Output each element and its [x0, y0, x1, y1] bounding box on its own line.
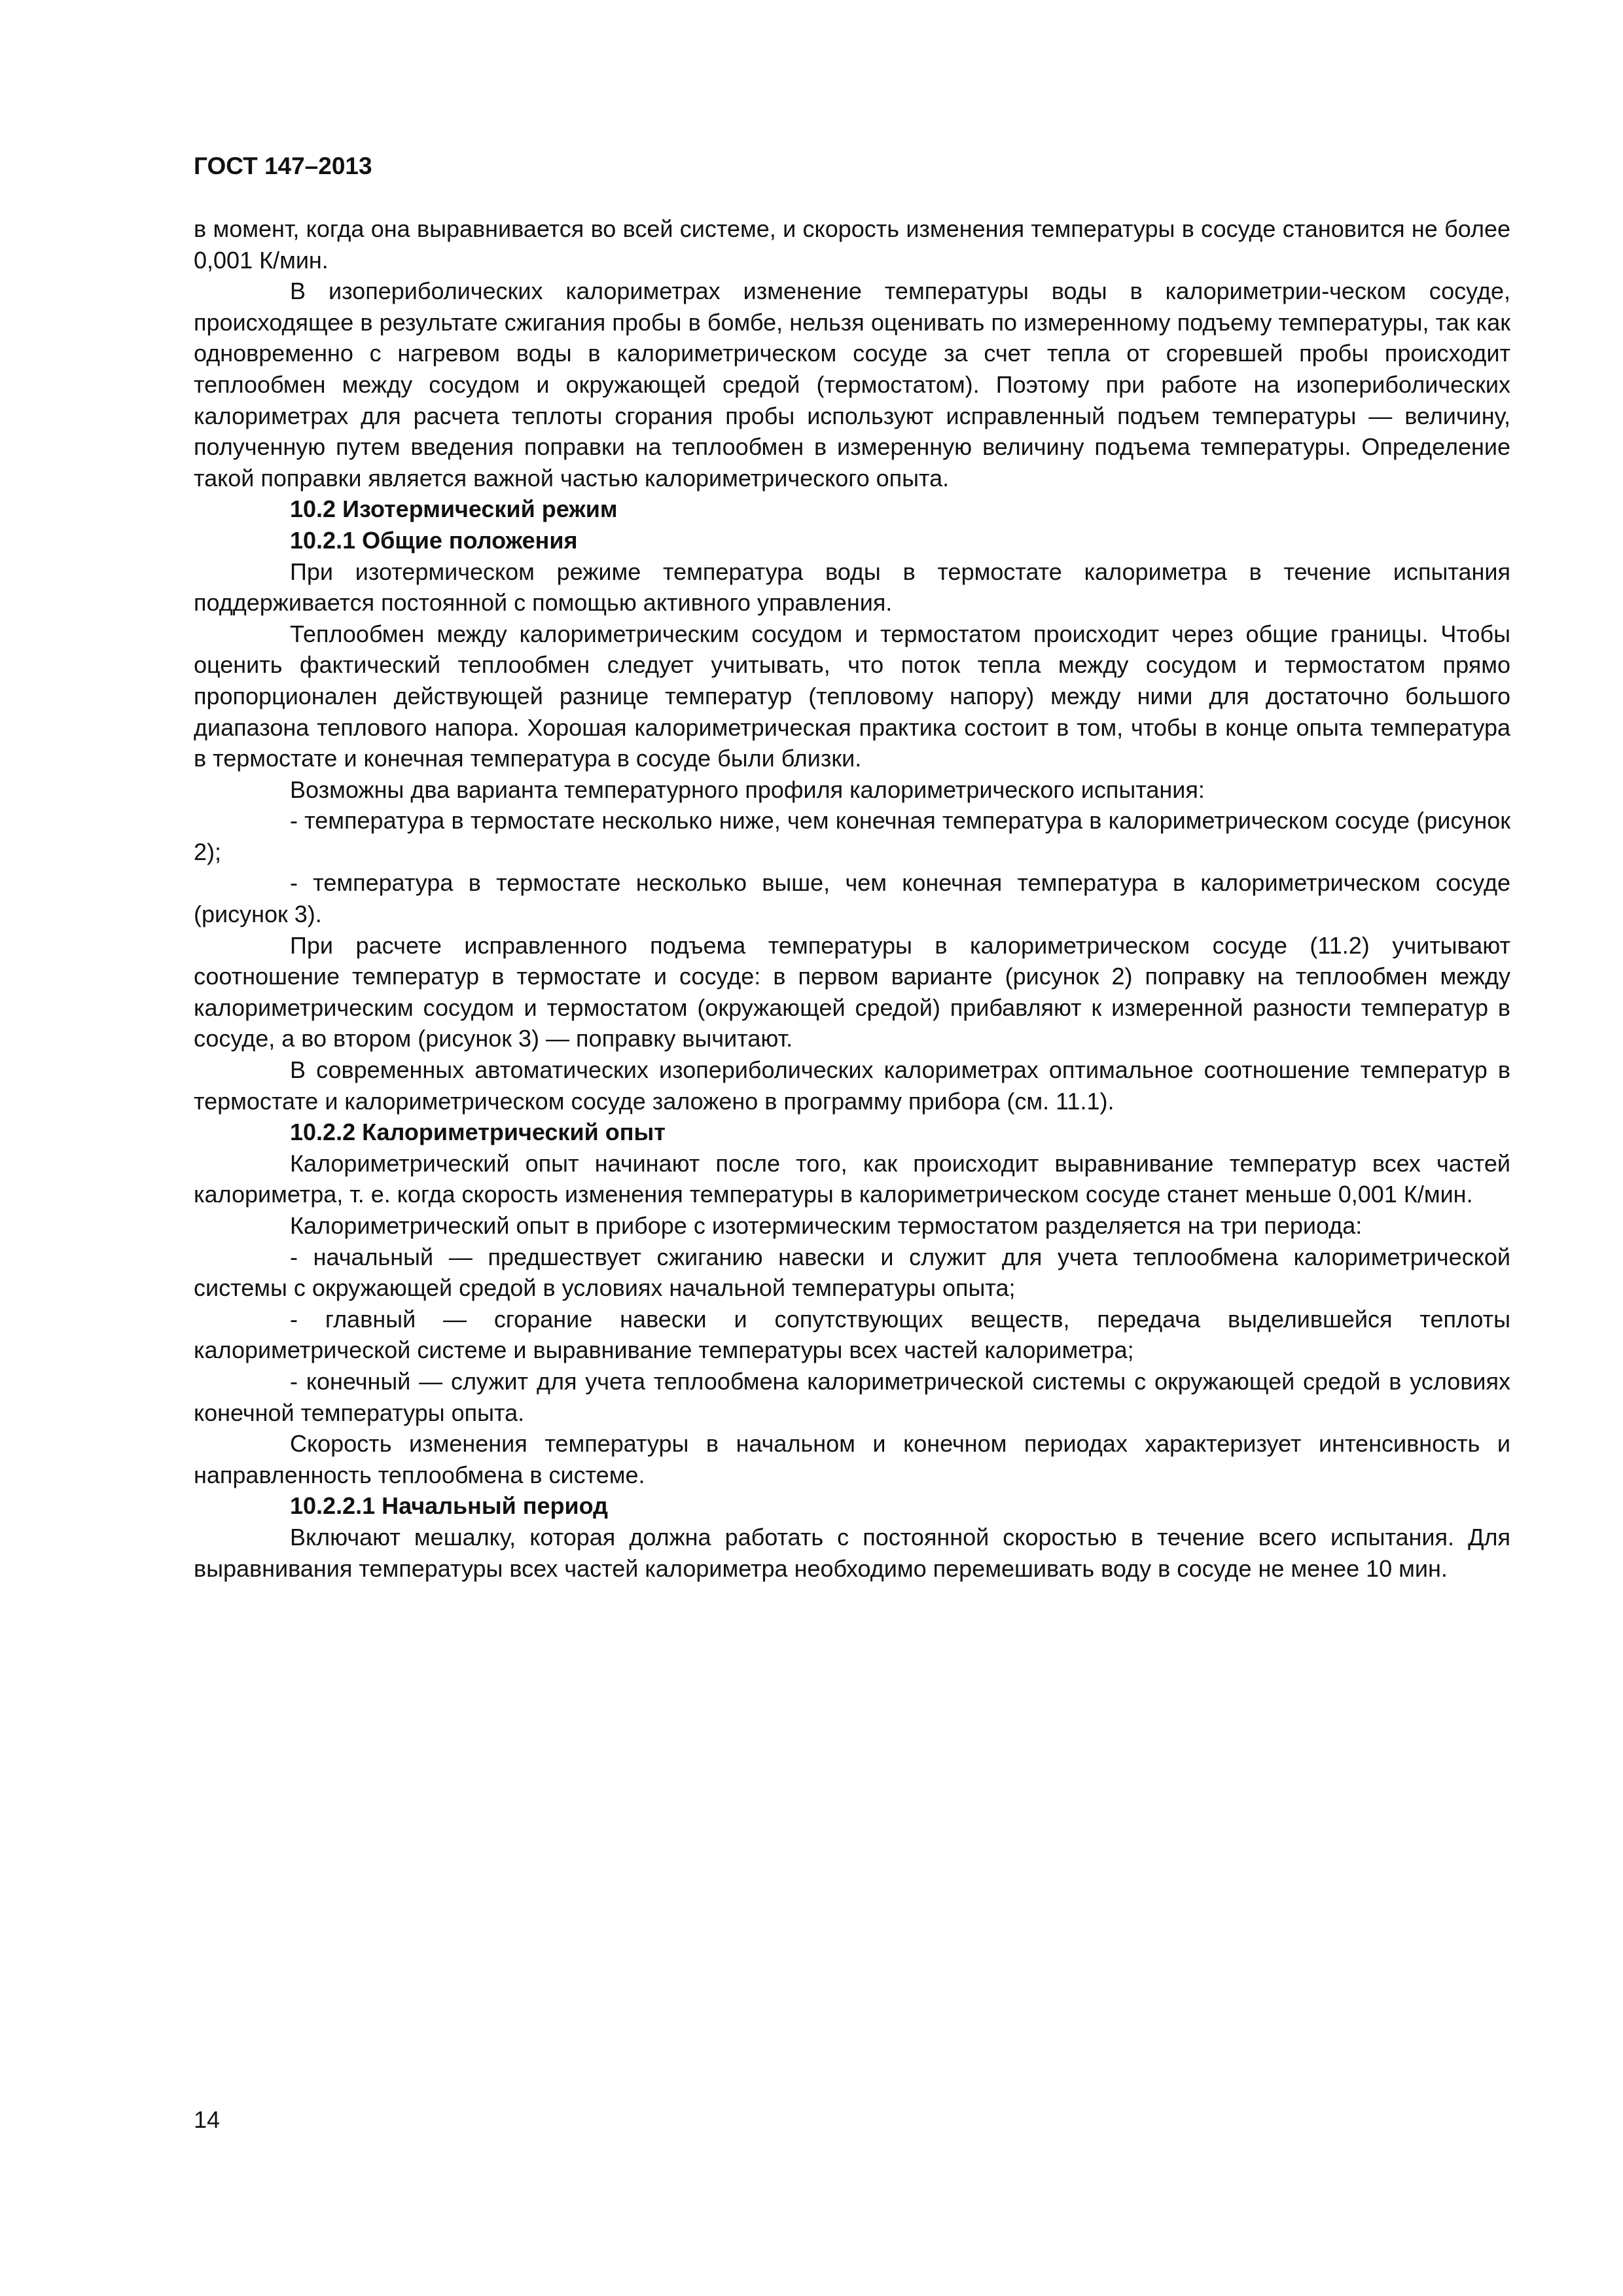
list-item: - начальный — предшествует сжиганию навески и служит для учета теплообмена калориметрической системы с окружающей средой в условиях начальной температуры опыта;	[194, 1243, 1510, 1302]
list-item: - главный — сгорание навески и сопутствующих веществ, передача выделившейся теплоты калориметрической системе и выравнивание температуры всех частей калориметра;	[194, 1305, 1510, 1364]
paragraph: При изотермическом режиме температура воды в термостате калориметра в течение испытания поддерживается постоянной с помощью активного управления.	[194, 558, 1510, 617]
paragraph: Включают мешалку, которая должна работать с постоянной скоростью в течение всего испытания. Для выравнивания температуры всех частей калориметра необходимо перемешивать воду в сосуде не менее 10 мин.	[194, 1523, 1510, 1582]
list-item: - температура в термостате несколько выше, чем конечная температура в калориметрическом сосуде (рисунок 3).	[194, 869, 1510, 928]
paragraph: Калориметрический опыт начинают после того, как происходит выравнивание температур всех частей калориметра, т. е. когда скорость изменения температуры в калориметрическом сосуде станет меньше 0,001 К/мин.	[194, 1149, 1510, 1208]
document-page	[194, 151, 1510, 1584]
section-heading-10-2-2-1: 10.2.2.1 Начальный период	[290, 1492, 609, 1520]
paragraph: При расчете исправленного подъема температуры в калориметрическом сосуде (11.2) учитывают соотношение температур в термостате и сосуде: в первом варианте (рисунок 2) поправку на теплообмен между калориметрическим сосудом и термостатом (окружающей средой) прибавляют к измеренной разности температур в сосуде, а во втором (рисунок 3) — поправку вычитают.	[194, 931, 1510, 1052]
paragraph: Теплообмен между калориметрическим сосудом и термостатом происходит через общие границы. Чтобы оценить фактический теплообмен следует учитывать, что поток тепла между сосудом и термостатом прямо пропорционален действующей разнице температур (тепловому напору) между ними для достаточно большого диапазона теплового напора. Хорошая калориметрическая практика состоит в том, чтобы в конце опыта температура в термостате и конечная температура в сосуде были близки.	[194, 620, 1510, 772]
paragraph: Возможны два варианта температурного профиля калориметрического испытания:	[290, 776, 1205, 803]
page-number: 14	[194, 2106, 221, 2133]
paragraph: в момент, когда она выравнивается во всей системе, и скорость изменения температуры в сосуде становится не более 0,001 К/мин.	[194, 215, 1510, 274]
paragraph: В изопериболических калориметрах изменение температуры воды в калориметрии-ческом сосуде, происходящее в результате сжигания пробы в бомбе, нельзя оценивать по измеренному подъему температуры, так как одновременно с нагревом воды в калориметрическом сосуде за счет тепла от сгоревшей пробы происходит теплообмен между сосудом и окружающей средой (термостатом). Поэтому при работе на изопериболических калориметрах для расчета теплоты сгорания пробы используют исправленный подъем температуры — величину, полученную путем введения поправки на теплообмен в измеренную величину подъема температуры. Определение такой поправки является важной частью калориметрического опыта.	[194, 278, 1510, 492]
section-heading-10-2: 10.2 Изотермический режим	[290, 495, 618, 523]
paragraph: Калориметрический опыт в приборе с изотермическим термостатом разделяется на три периода:	[290, 1212, 1363, 1239]
section-heading-10-2-1: 10.2.1 Общие положения	[290, 526, 578, 554]
paragraph: В современных автоматических изопериболических калориметрах оптимальное соотношение температур в термостате и калориметрическом сосуде заложено в программу прибора (см. 11.1).	[194, 1056, 1510, 1115]
section-heading-10-2-2: 10.2.2 Калориметрический опыт	[290, 1119, 666, 1146]
list-item: - конечный — служит для учета теплообмена калориметрической системы с окружающей средой в условиях конечной температуры опыта.	[194, 1367, 1510, 1426]
list-item: - температура в термостате несколько ниже, чем конечная температура в калориметрическом сосуде (рисунок 2);	[194, 807, 1510, 865]
paragraph: Скорость изменения температуры в начальном и конечном периодах характеризует интенсивность и направленность теплообмена в системе.	[194, 1430, 1510, 1488]
document-body	[194, 213, 1510, 1584]
document-id-header: ГОСТ 147–2013	[194, 152, 372, 179]
